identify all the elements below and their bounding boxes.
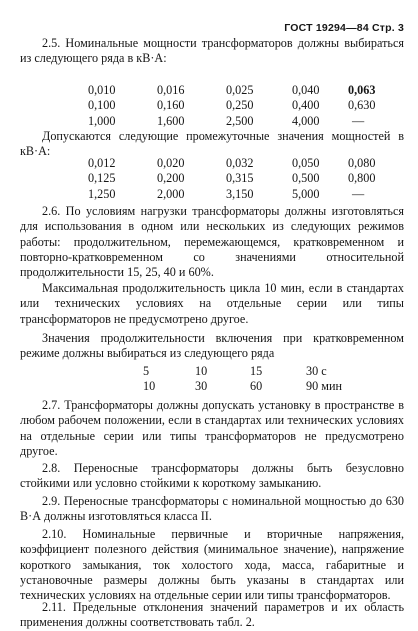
table-cell: 1,600 xyxy=(157,113,185,128)
table-cell: 10 xyxy=(143,379,156,394)
table-row xyxy=(143,379,342,394)
paragraph-2-7: 2.7. Трансформаторы должны допускать установку в пространстве в любом рабочем положении, если в стандартах или технических условиях на отдельные серии или типы трансформаторов не предусмотрено другое. xyxy=(20,398,404,458)
power-series-table xyxy=(88,83,375,129)
table-cell: 0,020 xyxy=(157,156,185,170)
table-cell: 3,150 xyxy=(226,186,254,201)
table-cell: 0,063 xyxy=(348,83,376,97)
table-cell: 0,012 xyxy=(88,156,116,170)
table-cell: 0,400 xyxy=(292,98,320,113)
table-cell: 5,000 xyxy=(292,186,320,201)
intermediate-series-table xyxy=(88,156,375,202)
page-header: ГОСТ 19294—84 Стр. 3 xyxy=(284,22,404,34)
table-cell: 0,050 xyxy=(292,156,320,170)
table-cell: 0,315 xyxy=(226,171,254,186)
table-cell: 1,000 xyxy=(88,113,116,128)
duration-table xyxy=(143,364,342,395)
table-cell: 0,010 xyxy=(88,83,116,97)
paragraph-2-8: 2.8. Переносные трансформаторы должны быть безусловно стойкими или условно стойкими к короткому замыканию. xyxy=(20,461,404,491)
table-cell: 0,040 xyxy=(292,83,320,97)
table-cell: 30 xyxy=(195,379,208,394)
table-cell: 0,250 xyxy=(226,98,254,113)
table-cell: 10 xyxy=(195,364,208,378)
table-cell: 0,080 xyxy=(348,156,376,170)
table-cell: — xyxy=(352,186,365,201)
table-row xyxy=(88,83,375,98)
paragraph-2-10: 2.10. Номинальные первичные и вторичные напряжения, коэффициент полезного действия (минимальное значение), напряжение короткого замыкания, ток холостого хода, масса, габаритные и установочные размеры должны быть указаны в стандартах или технических условиях на отдельные серии или типы трансформаторов. xyxy=(20,527,404,603)
table-cell: 0,016 xyxy=(157,83,185,97)
table-cell: 5 xyxy=(143,364,150,378)
table-cell: 0,200 xyxy=(157,171,185,186)
table-cell: 0,630 xyxy=(348,98,376,113)
table-cell: 0,100 xyxy=(88,98,116,113)
table-cell: 0,500 xyxy=(292,171,320,186)
table-cell: — xyxy=(352,113,365,128)
table-cell: 4,000 xyxy=(292,113,320,128)
table-cell: 1,250 xyxy=(88,186,116,201)
table-row xyxy=(88,171,375,186)
table-row xyxy=(88,114,375,129)
paragraph-duration: Значения продолжительности включения при кратковременном режиме должны выбираться из следующего ряда xyxy=(20,331,404,361)
paragraph-2-6: 2.6. По условиям нагрузки трансформаторы должны изготовляться для использования в одном или нескольких из следующих режимов работы: продолжительном, перемежающемся, кратковременном и повторно-кратковременном со значениями относительной продолжительности 15, 25, 40 и 60%. xyxy=(20,204,404,280)
table-cell: 0,032 xyxy=(226,156,254,170)
table-cell: 0,125 xyxy=(88,171,116,186)
table-cell: 15 xyxy=(250,364,263,378)
table-cell: 2,000 xyxy=(157,186,185,201)
table-row xyxy=(88,156,375,171)
paragraph-max-cycle: Максимальная продолжительность цикла 10 мин, если в стандартах или технических условиях на отдельные серии или типы трансформаторов не предусмотрено другое. xyxy=(20,281,404,326)
table-row xyxy=(88,98,375,113)
table-row xyxy=(143,364,342,379)
table-cell: 2,500 xyxy=(226,113,254,128)
table-cell: 30 с xyxy=(306,364,327,378)
paragraph-2-9: 2.9. Переносные трансформаторы с номинальной мощностью до 630 В·А должны изготовляться класса II. xyxy=(20,494,404,524)
table-row xyxy=(88,187,375,202)
table-cell: 0,800 xyxy=(348,171,376,186)
paragraph-2-5: 2.5. Номинальные мощности трансформаторов должны выбираться из следующего ряда в кВ·А: xyxy=(20,36,404,66)
table-cell: 90 мин xyxy=(306,379,342,394)
table-cell: 0,160 xyxy=(157,98,185,113)
paragraph-2-11: 2.11. Предельные отклонения значений параметров и их область применения должны соответствовать табл. 2. xyxy=(20,600,404,630)
table-cell: 60 xyxy=(250,379,263,394)
table-cell: 0,025 xyxy=(226,83,254,97)
paragraph-intermediate: Допускаются следующие промежуточные значения мощностей в кВ·А: xyxy=(20,129,404,159)
